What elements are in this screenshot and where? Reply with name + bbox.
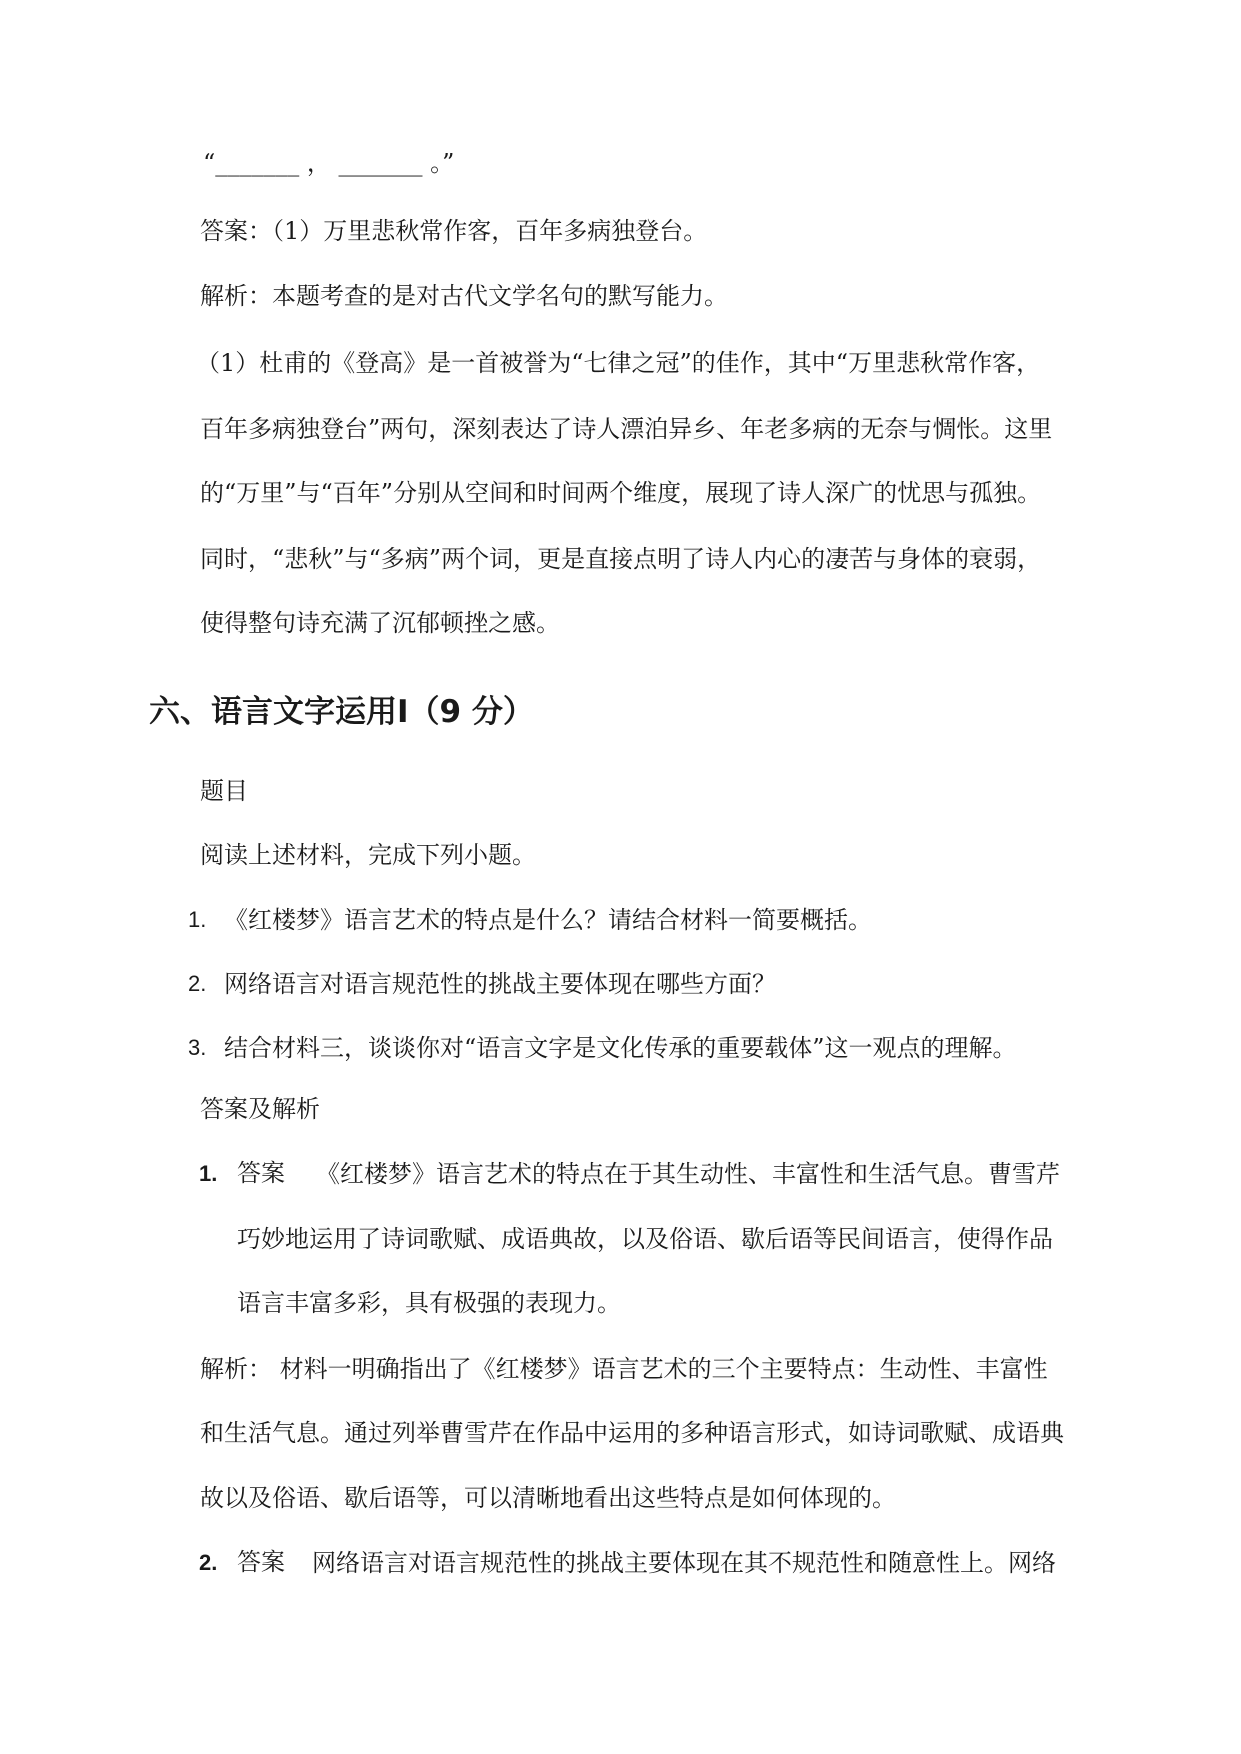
answer-line: 网络语言对语言规范性的挑战主要体现在其不规范性和随意性上。网络 [312,1549,1056,1577]
answer-line: 语言丰富多彩，具有极强的表现力。 [237,1289,621,1317]
answer-line: 巧妙地运用了诗词歌赋、成语典故，以及俗语、歇后语等民间语言，使得作品 [237,1225,1053,1253]
fill-in-blank-line: “_______ ， _______ 。” [203,149,455,177]
instruction-text: 阅读上述材料，完成下列小题。 [200,841,536,869]
answer-number: 1. [199,1161,218,1186]
question-number: 3. [188,1035,207,1060]
question-number: 2. [188,971,207,996]
question-text: 网络语言对语言规范性的挑战主要体现在哪些方面？ [224,970,776,998]
analysis-line: 故以及俗语、歇后语等，可以清晰地看出这些特点是如何体现的。 [200,1484,896,1512]
question-label: 题目 [200,777,248,805]
analysis-line: （1）杜甫的《登高》是一首被誉为“七律之冠”的佳作，其中“万里悲秋常作客， [196,349,1041,377]
answer-text: 答案：（1）万里悲秋常作客，百年多病独登台。 [200,217,708,245]
section-heading: 六、语言文字运用Ⅰ（9 分） [149,694,534,730]
analysis-line: 同时，“悲秋”与“多病”两个词，更是直接点明了诗人内心的凄苦与身体的衰弱， [200,545,1042,573]
question-number: 1. [188,907,207,932]
answer-line: 《红楼梦》语言艺术的特点在于其生动性、丰富性和生活气息。曹雪芹 [316,1160,1060,1188]
answer-label: 答案 [237,1160,285,1187]
analysis-line: 的“万里”与“百年”分别从空间和时间两个维度，展现了诗人深广的忧思与孤独。 [200,479,1042,507]
analysis-line: 百年多病独登台”两句，深刻表达了诗人漂泊异乡、年老多病的无奈与惆怅。这里 [200,415,1053,443]
answers-label: 答案及解析 [200,1095,320,1123]
analysis-title: 解析：本题考查的是对古代文学名句的默写能力。 [200,282,728,310]
analysis-line: 解析： 材料一明确指出了《红楼梦》语言艺术的三个主要特点：生动性、丰富性 [200,1355,1048,1383]
question-text: 《红楼梦》语言艺术的特点是什么？请结合材料一简要概括。 [224,906,872,934]
analysis-line: 和生活气息。通过列举曹雪芹在作品中运用的多种语言形式，如诗词歌赋、成语典 [200,1419,1064,1447]
answer-label: 答案 [237,1549,285,1576]
question-text: 结合材料三，谈谈你对“语言文字是文化传承的重要载体”这一观点的理解。 [224,1034,1017,1062]
answer-number: 2. [199,1550,218,1575]
analysis-line: 使得整句诗充满了沉郁顿挫之感。 [200,609,560,637]
